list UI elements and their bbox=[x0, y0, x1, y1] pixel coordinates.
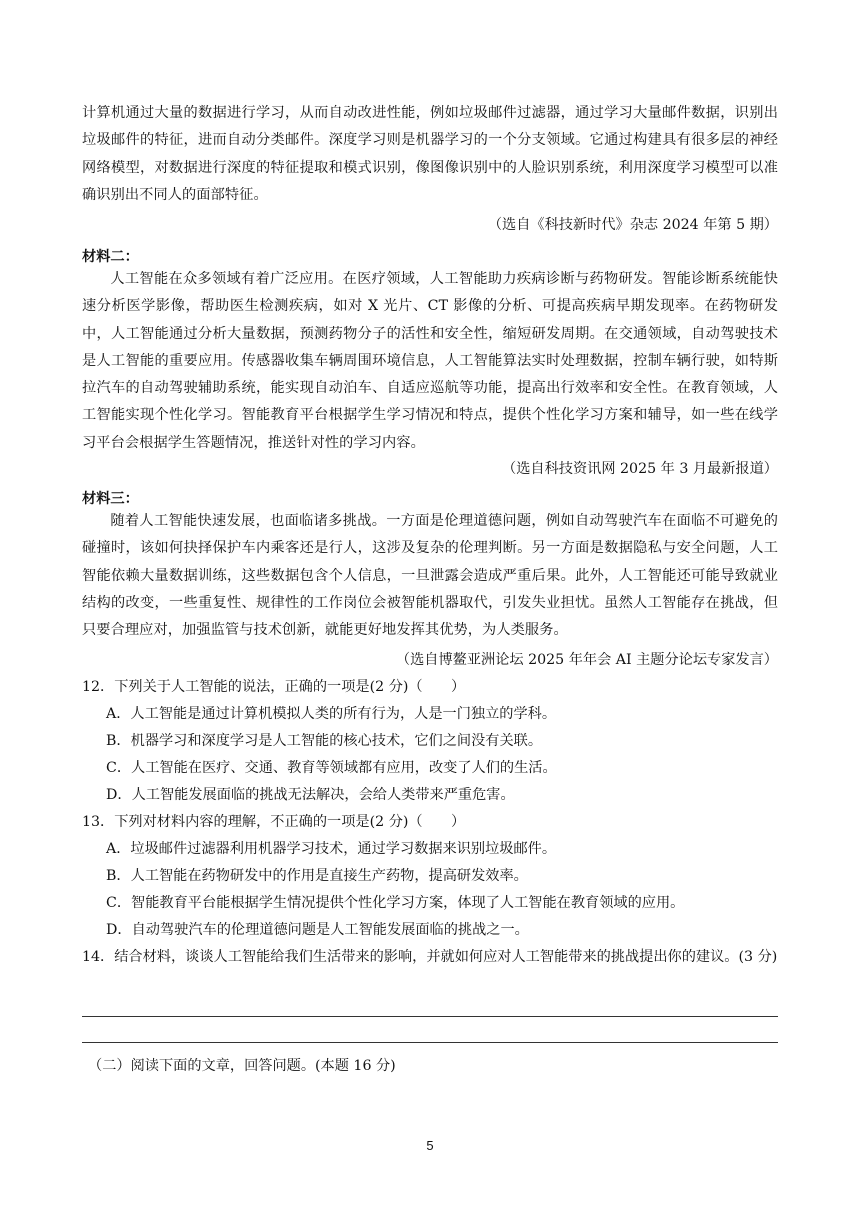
answer-line-2 bbox=[82, 1042, 778, 1043]
question-12-stem: 12．下列关于人工智能的说法，正确的一项是(2 分)（ ） bbox=[82, 679, 466, 695]
material1-continuation: 计算机通过大量的数据进行学习，从而自动改进性能，例如垃圾邮件过滤器，通过学习大量邮件数据，识别出垃圾邮件的特征，进而自动分类邮件。深度学习则是机器学习的一个分支领域。它通过构建具有很多层的神经网络模型，对数据进行深度的特征提取和模式识别，像图像识别中的人脸识别系统，利用深度学习模型可以准确识别出不同人的面部特征。 bbox=[82, 105, 778, 203]
question-13-option-b: B．人工智能在药物研发中的作用是直接生产药物，提高研发效率。 bbox=[106, 868, 528, 884]
material1-source: （选自《科技新时代》杂志 2024 年第 5 期） bbox=[487, 217, 778, 233]
answer-line-1 bbox=[82, 1016, 778, 1017]
material3-source: （选自博鳌亚洲论坛 2025 年年会 AI 主题分论坛专家发言） bbox=[395, 652, 778, 668]
material3-heading: 材料三： bbox=[82, 491, 139, 507]
question-13-stem: 13．下列对材料内容的理解，不正确的一项是(2 分)（ ） bbox=[82, 814, 466, 830]
question-12-option-d: D．人工智能发展面临的挑战无法解决，会给人类带来严重危害。 bbox=[106, 787, 515, 803]
question-12-option-a: A．人工智能是通过计算机模拟人类的所有行为，人是一门独立的学科。 bbox=[106, 706, 557, 722]
material2-heading: 材料二： bbox=[82, 249, 139, 265]
material2-source: （选自科技资讯网 2025 年 3 月最新报道） bbox=[502, 461, 778, 477]
question-13-option-c: C．智能教育平台能根据学生情况提供个性化学习方案，体现了人工智能在教育领域的应用。 bbox=[106, 895, 685, 911]
section-2-title: （二）阅读下面的文章，回答问题。(本题 16 分) bbox=[88, 1058, 396, 1074]
material3-body: 随着人工智能快速发展，也面临诸多挑战。一方面是伦理道德问题，例如自动驾驶汽车在面临不可避免的碰撞时，该如何抉择保护车内乘客还是行人，这涉及复杂的伦理判断。另一方面是数据隐私与安全问题，人工智能依赖大量数据训练，这些数据包含个人信息，一旦泄露会造成严重后果。此外，人工智能还可能导致就业结构的改变，一些重复性、规律性的工作岗位会被智能机器取代，引发失业担忧。虽然人工智能存在挑战，但只要合理应对，加强监管与技术创新，就能更好地发挥其优势，为人类服务。 bbox=[82, 513, 778, 639]
material2-body: 人工智能在众多领域有着广泛应用。在医疗领域，人工智能助力疾病诊断与药物研发。智能诊断系统能快速分析医学影像，帮助医生检测疾病，如对 X 光片、CT 影像的分析、可提高疾病早期发现率。在药物研发中，人工智能通过分析大量数据，预测药物分子的活性和安全性，缩短研发周期。在交通领域，自动驾驶技术是人工智能的重要应用。传感器收集车辆周围环境信息，人工智能算法实时处理数据，控制车辆行驶，如特斯拉汽车的自动驾驶辅助系统，能实现自动泊车、自适应巡航等功能，提高出行效率和安全性。在教育领域，人工智能实现个性化学习。智能教育平台根据学生学习情况和特点，提供个性化学习方案和辅导，如一些在线学习平台会根据学生答题情况，推送针对性的学习内容。 bbox=[82, 271, 778, 451]
question-12-option-b: B．机器学习和深度学习是人工智能的核心技术，它们之间没有关联。 bbox=[106, 733, 543, 749]
question-12-option-c: C．人工智能在医疗、交通、教育等领域都有应用，改变了人们的生活。 bbox=[106, 760, 557, 776]
page-number: 5 bbox=[426, 1138, 434, 1153]
question-13-option-d: D．自动驾驶汽车的伦理道德问题是人工智能发展面临的挑战之一。 bbox=[106, 922, 529, 938]
question-14-stem: 14．结合材料，谈谈人工智能给我们生活带来的影响，并就如何应对人工智能带来的挑战提出你的建议。(3 分) bbox=[82, 949, 778, 965]
question-13-option-a: A．垃圾邮件过滤器利用机器学习技术，通过学习数据来识别垃圾邮件。 bbox=[106, 841, 557, 857]
